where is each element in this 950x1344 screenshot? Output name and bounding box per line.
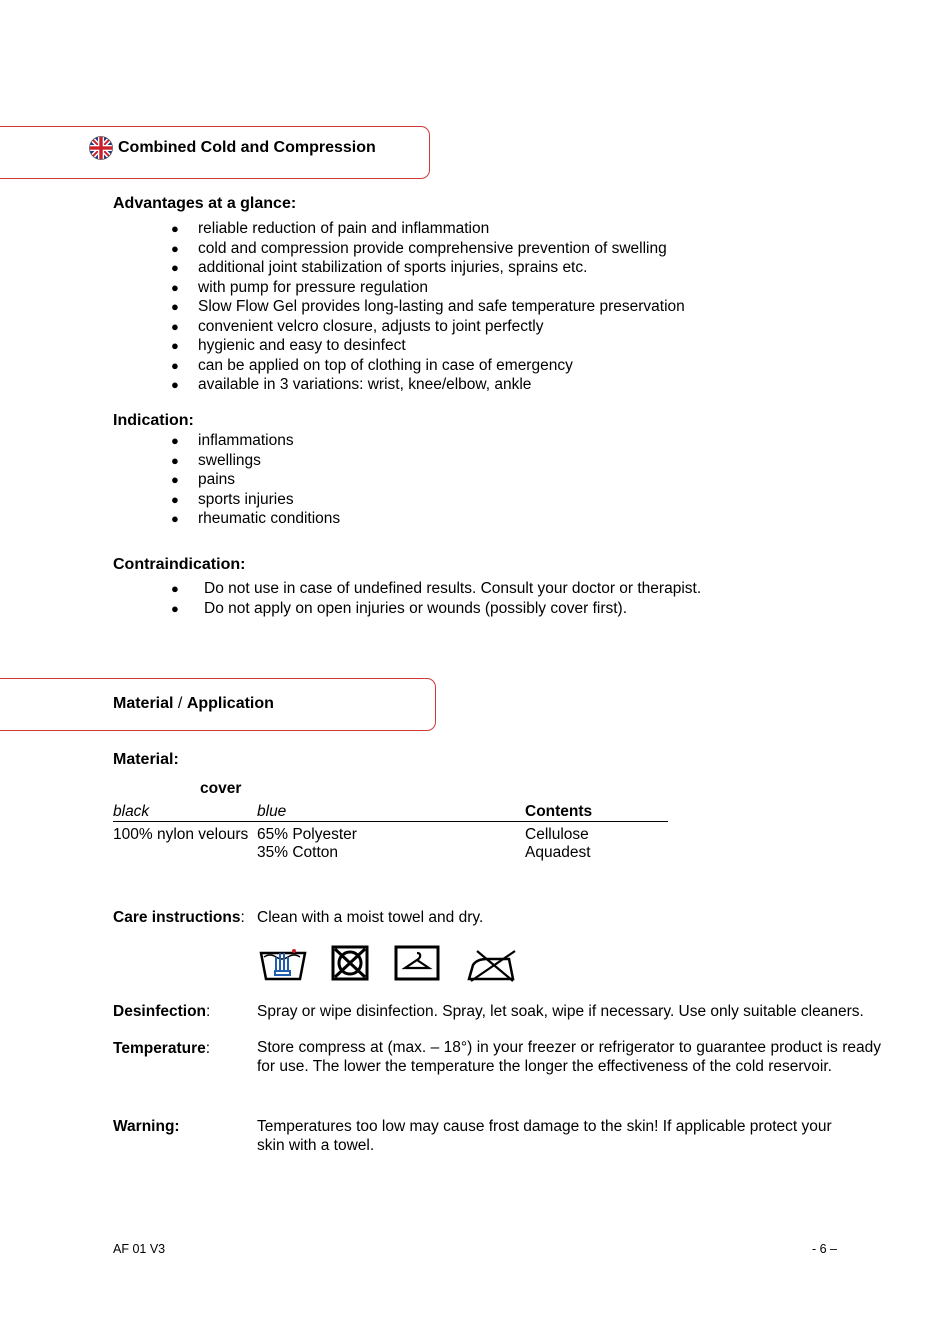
cell-blue-line1: 65% Polyester [257, 826, 357, 843]
list-item: ● can be applied on top of clothing in case of emergency [171, 356, 573, 374]
temperature-label: Temperature: [113, 1040, 211, 1057]
desinfection-label: Desinfection: [113, 1003, 211, 1020]
list-item: ● additional joint stabilization of sports injuries, sprains etc. [171, 259, 588, 276]
indication-heading: Indication: [113, 412, 194, 429]
warning-label: Warning: [113, 1118, 180, 1135]
contraindication-list [171, 579, 702, 618]
material-heading: Material: [113, 751, 179, 768]
list-item: ● Slow Flow Gel provides long-lasting and safe temperature preservation [171, 298, 685, 315]
cell-contents-line1: Cellulose [525, 826, 589, 843]
contraindication-heading: Contraindication: [113, 556, 246, 573]
footer-page-number: - 6 – [812, 1242, 838, 1256]
list-item: ● Do not apply on open injuries or wounds (possibly cover first). [171, 599, 628, 617]
no-tumble-dry-icon [330, 944, 370, 982]
list-item: ● hygienic and easy to desinfect [171, 337, 406, 354]
list-item: ● available in 3 variations: wrist, knee/elbow, ankle [171, 376, 532, 393]
list-item: ● sports injuries [171, 490, 294, 508]
list-item: ● pains [171, 471, 236, 488]
advantages-heading: Advantages at a glance: [113, 195, 297, 212]
hand-wash-icon [258, 941, 310, 983]
footer-doc-code: AF 01 V3 [113, 1242, 166, 1256]
cover-label: cover [200, 780, 242, 797]
cell-blue-line2: 35% Cotton [257, 844, 338, 861]
list-item: ● convenient velcro closure, adjusts to joint perfectly [171, 317, 544, 335]
column-header-black: black [113, 803, 150, 820]
section-title-combined: Combined Cold and Compression [118, 139, 376, 156]
list-item: ● cold and compression provide comprehensive prevention of swelling [171, 239, 667, 257]
hang-dry-icon [393, 944, 441, 982]
temperature-text: Store compress at (max. – 18°) in your freezer or refrigerator to guarantee product is ready for use. The lower the temperature the longer the effectiveness of the cold reservoir. [257, 1039, 881, 1075]
cell-contents-line2: Aquadest [525, 844, 591, 861]
desinfection-text: Spray or wipe disinfection. Spray, let soak, wipe if necessary. Use only suitable cleaners. [257, 1003, 864, 1020]
column-header-blue: blue [257, 803, 287, 820]
list-item: ● inflammations [171, 432, 294, 449]
list-item: ● with pump for pressure regulation [171, 278, 429, 296]
list-item: ● reliable reduction of pain and inflammation [171, 220, 490, 237]
indication-list [171, 431, 341, 529]
do-not-iron-icon [463, 945, 523, 983]
list-item: ● Do not use in case of undefined results. Consult your doctor or therapist. [171, 580, 702, 597]
table-header-rule [113, 821, 668, 822]
care-symbols [258, 941, 528, 985]
list-item: ● rheumatic conditions [171, 510, 341, 527]
column-header-contents: Contents [525, 803, 593, 820]
care-label: Care instructions: [113, 909, 245, 926]
uk-flag-icon [89, 136, 113, 160]
advantages-list [171, 219, 685, 395]
section-title-material: Material / Application [113, 695, 274, 712]
cell-black-value: 100% nylon velours [113, 826, 249, 843]
warning-text-line1: Temperatures too low may cause frost damage to the skin! If applicable protect your [257, 1118, 832, 1135]
list-item: ● swellings [171, 451, 261, 469]
warning-text-line2: skin with a towel. [257, 1137, 375, 1154]
care-text: Clean with a moist towel and dry. [257, 909, 484, 926]
